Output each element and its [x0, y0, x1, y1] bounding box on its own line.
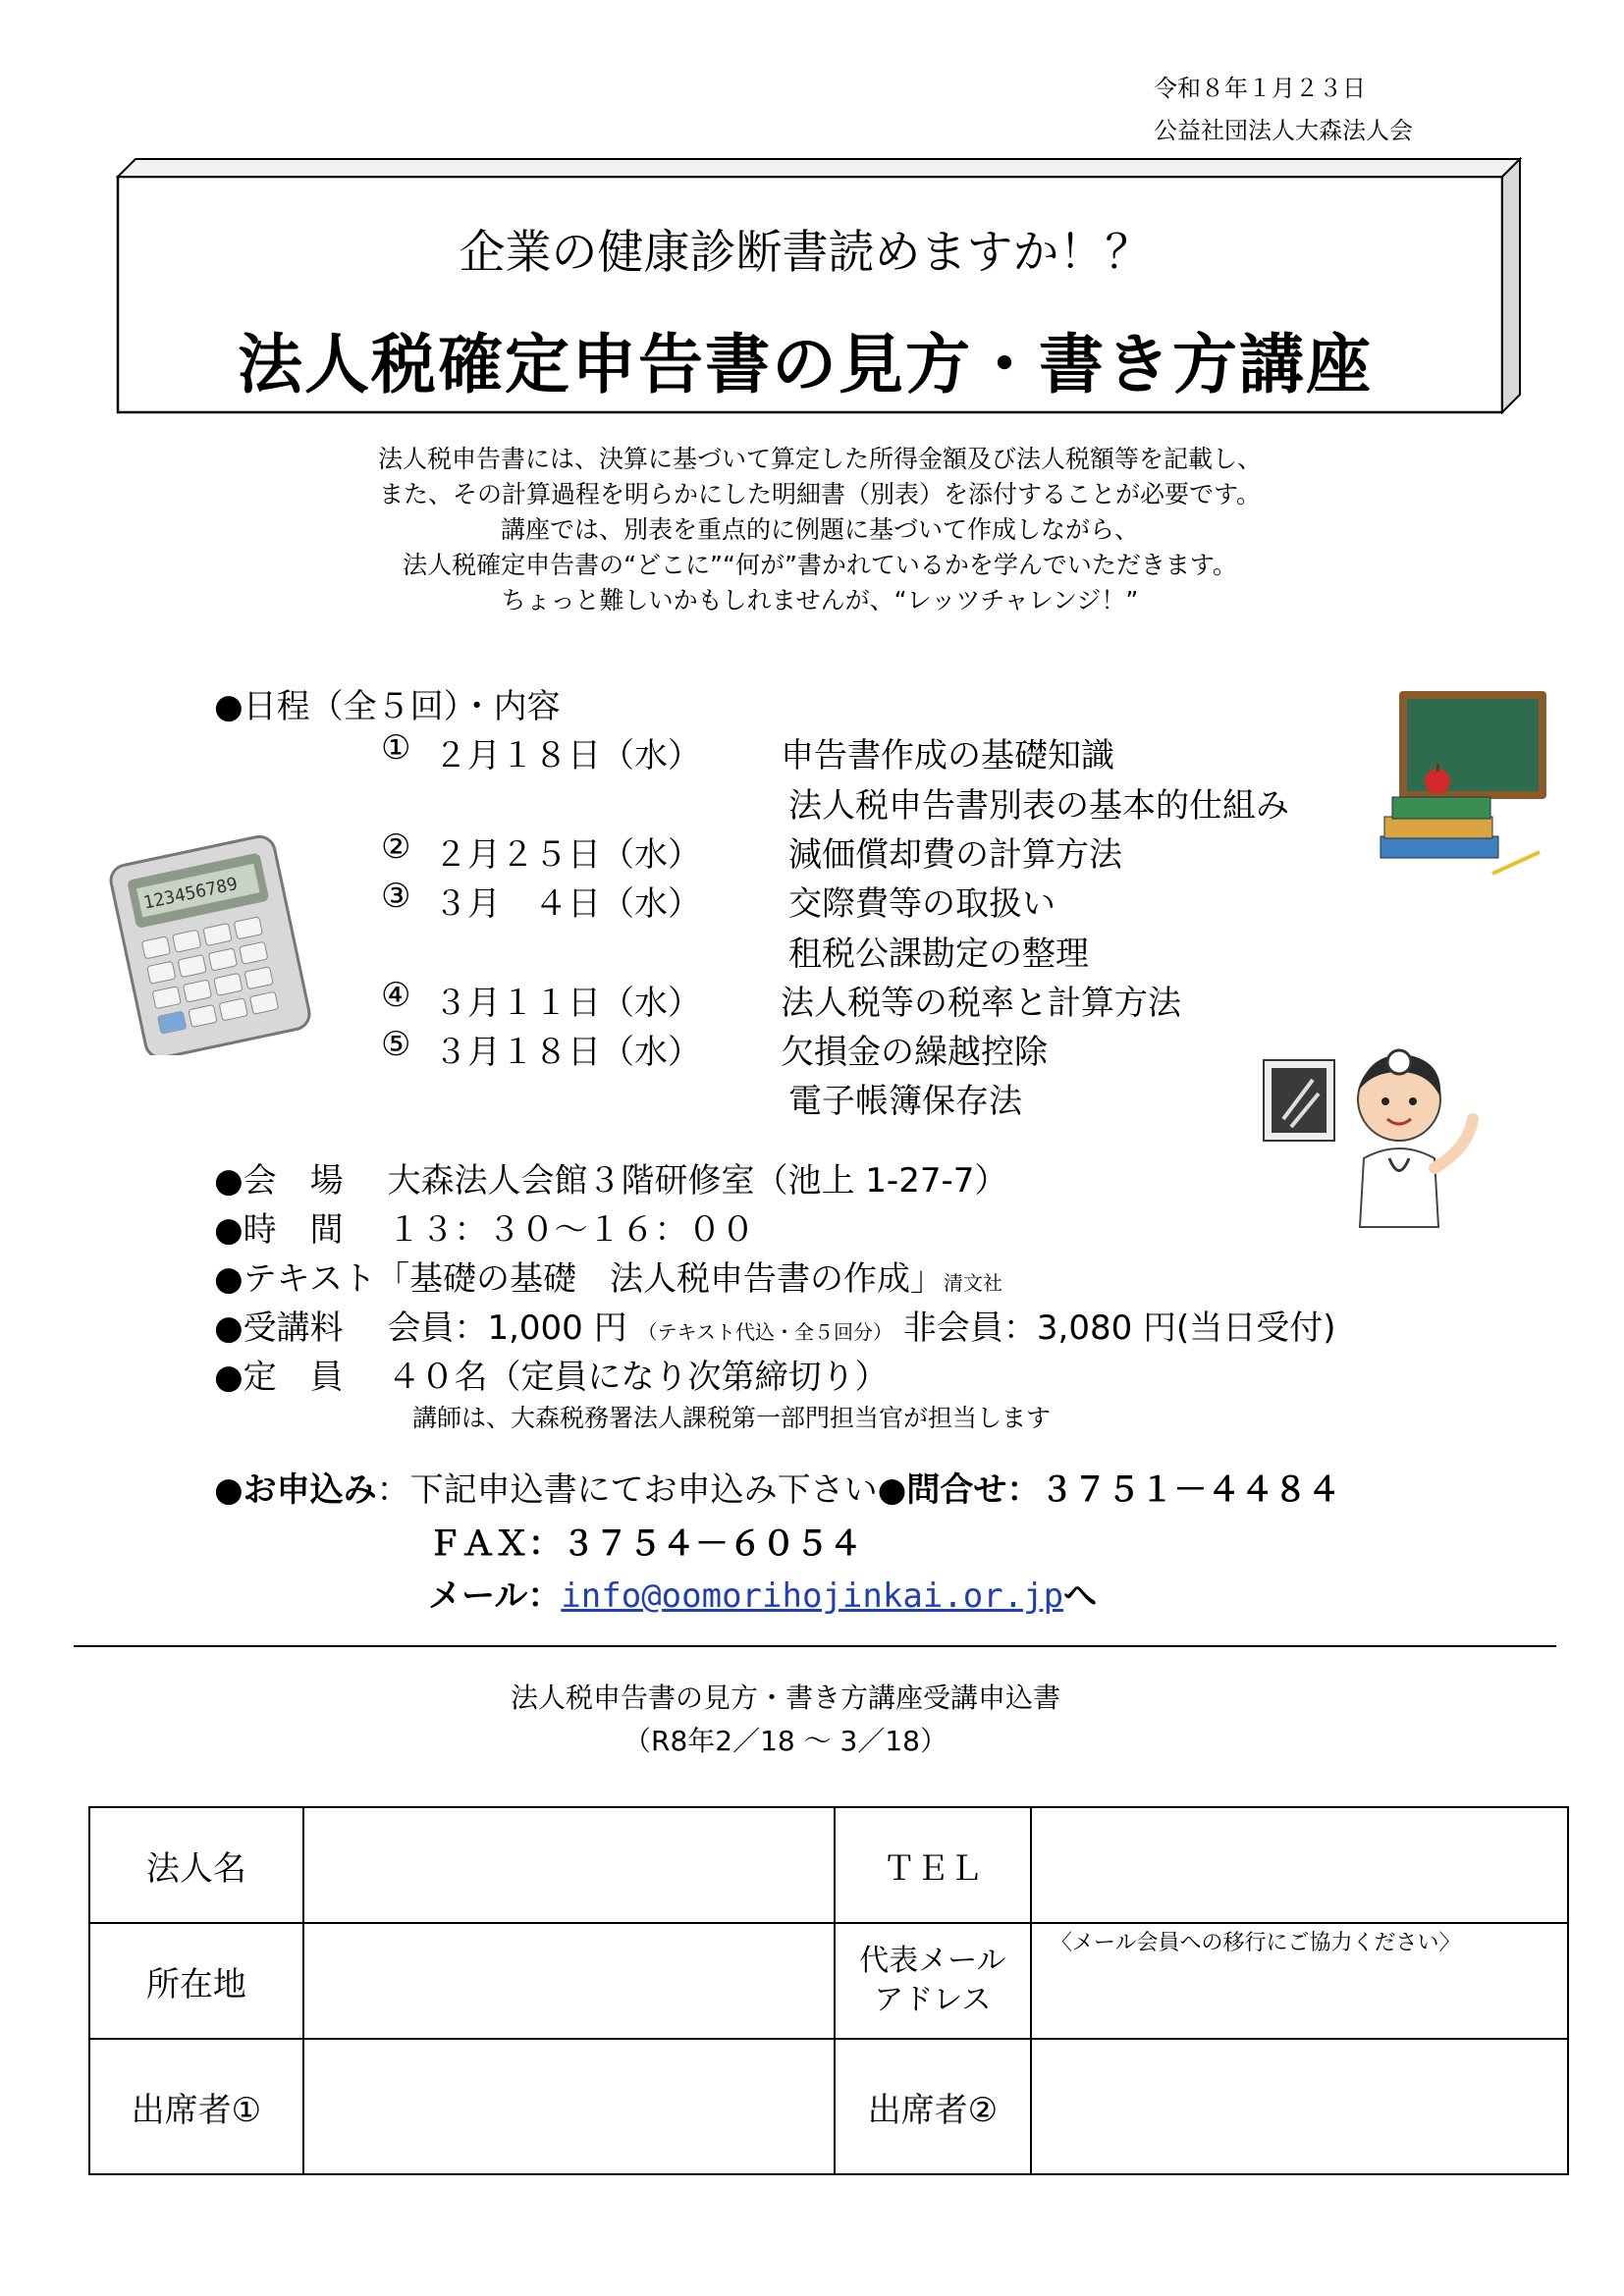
- intro-line: ちょっと難しいかもしれませんが、“レッツチャレンジ！”: [501, 586, 1139, 614]
- doctor-xray-icon: [1262, 1011, 1507, 1247]
- text-publisher: 清文社: [944, 1271, 1002, 1295]
- session-number: ②: [381, 828, 411, 867]
- intro-line: また、その計算過程を明らかにした明細書（別表）を添付することが必要です。: [378, 480, 1261, 508]
- session-topic: 交際費等の取扱い: [788, 884, 1056, 924]
- email-label-line1: 代表メール: [859, 1944, 1006, 1978]
- session-topic: 申告書作成の基礎知識: [781, 736, 1114, 775]
- fee-label: ●受講料: [214, 1308, 344, 1348]
- table-row: [89, 2039, 1568, 2174]
- mail-line: [428, 1569, 1097, 1617]
- schedule-heading: ●日程（全５回）・内容: [214, 687, 561, 726]
- session-date: ３月１８日（水）: [434, 1033, 701, 1072]
- address-field[interactable]: [303, 1923, 835, 2039]
- session-number: ④: [381, 976, 411, 1015]
- session-date: ２月１８日（水）: [434, 736, 701, 775]
- attendee1-label: 出席者①: [89, 2039, 303, 2174]
- capacity-label: ●定 員: [214, 1358, 344, 1397]
- tel-label: ＴＥＬ: [835, 1807, 1031, 1923]
- time-line: [214, 1202, 754, 1251]
- corp-name-label: 法人名: [89, 1807, 303, 1923]
- page-title: 法人税確定申告書の見方・書き方講座: [238, 327, 1373, 402]
- calculator-icon: [96, 829, 322, 1055]
- inquiry-phone: ３７５１－４４８４: [1040, 1470, 1341, 1510]
- session-topic: 租税公課勘定の整理: [788, 934, 1089, 974]
- fee-nonmember: 非会員：3,080 円(当日受付): [902, 1308, 1336, 1348]
- capacity-line: [214, 1350, 888, 1398]
- title-subtitle: 企業の健康診断書読めますか！？: [459, 226, 1152, 280]
- chalkboard-books-icon: [1375, 687, 1551, 883]
- mail-label: メール：: [428, 1576, 562, 1616]
- apply-line: [214, 1463, 1340, 1511]
- tel-field[interactable]: [1031, 1807, 1568, 1923]
- text-label: ●テキスト: [214, 1259, 376, 1299]
- session-date: ３月 ４日（水）: [434, 884, 701, 924]
- attendee2-label: 出席者②: [835, 2039, 1031, 2174]
- session-topic: 法人税申告書別表の基本的仕組み: [788, 786, 1289, 826]
- form-title: 法人税申告書の見方・書き方講座受講申込書: [510, 1682, 1060, 1714]
- organization-name: 公益社団法人大森法人会: [1154, 117, 1413, 144]
- section-divider: [74, 1645, 1556, 1647]
- intro-line: 講座では、別表を重点的に例題に基づいて作成しながら、: [500, 515, 1139, 544]
- fee-member-note: （テキスト代込・全５回分）: [637, 1320, 893, 1344]
- instructor-note: 講師は、大森税務署法人課税第一部門担当官が担当します: [412, 1404, 1052, 1432]
- venue-label: ●会 場: [214, 1161, 344, 1201]
- email-label: [835, 1923, 1031, 2039]
- corp-name-field[interactable]: [303, 1807, 835, 1923]
- session-number: ①: [381, 728, 411, 768]
- session-topic: 法人税等の税率と計算方法: [781, 984, 1181, 1023]
- intro-paragraph: [196, 442, 1443, 618]
- application-form: [88, 1806, 1569, 2175]
- session-topic: 欠損金の繰越控除: [781, 1033, 1048, 1072]
- text-line: [214, 1252, 1002, 1300]
- fee-member: 会員：1,000 円: [387, 1308, 627, 1348]
- session-topic: 減価償却費の計算方法: [788, 835, 1122, 875]
- apply-text: ：下記申込書にてお申込み下さい: [376, 1470, 878, 1510]
- issue-date: 令和８年１月２３日: [1154, 75, 1366, 102]
- svg-text:123456789: 123456789: [141, 873, 240, 914]
- fax-line: ＦＡＸ：３７５４－６０５４: [428, 1524, 862, 1564]
- email-label-line2: アドレス: [874, 1983, 992, 2017]
- attendee2-field[interactable]: [1031, 2039, 1568, 2174]
- capacity-value: ４０名（定員になり次第締切り）: [387, 1358, 889, 1397]
- attendee1-field[interactable]: [303, 2039, 835, 2174]
- text-value: 「基礎の基礎 法人税申告書の作成」: [376, 1259, 944, 1299]
- address-label: 所在地: [89, 1923, 303, 2039]
- intro-line: 法人税確定申告書の“どこに”“何が”書かれているかを学んでいただきます。: [403, 551, 1237, 579]
- session-date: ２月２５日（水）: [434, 835, 701, 875]
- mail-link[interactable]: info@oomorihojinkai.or.jp: [561, 1576, 1064, 1616]
- session-number: ③: [381, 877, 411, 916]
- mail-suffix: へ: [1063, 1576, 1098, 1616]
- table-row: [89, 1807, 1568, 1923]
- session-topic: 電子帳簿保存法: [788, 1082, 1022, 1121]
- venue-line: [214, 1153, 1007, 1201]
- session-date: ３月１１日（水）: [434, 984, 701, 1023]
- form-period: （R8年2／18 ～ 3／18）: [623, 1725, 947, 1757]
- apply-label: ●お申込み: [214, 1470, 377, 1510]
- session-number: ⑤: [381, 1025, 411, 1064]
- venue-value: 大森法人会館３階研修室（池上 1-27-7）: [387, 1161, 1008, 1201]
- time-value: １３：３０～１６：００: [387, 1210, 755, 1250]
- intro-line: 法人税申告書には、決算に基づいて算定した所得金額及び法人税額等を記載し、: [377, 445, 1262, 473]
- inquiry-label: ●問合せ：: [877, 1470, 1041, 1510]
- time-label: ●時 間: [214, 1210, 344, 1250]
- fee-line: [214, 1301, 1336, 1349]
- email-hint: 〈メール会員への移行にご協力ください〉: [1051, 1931, 1461, 1955]
